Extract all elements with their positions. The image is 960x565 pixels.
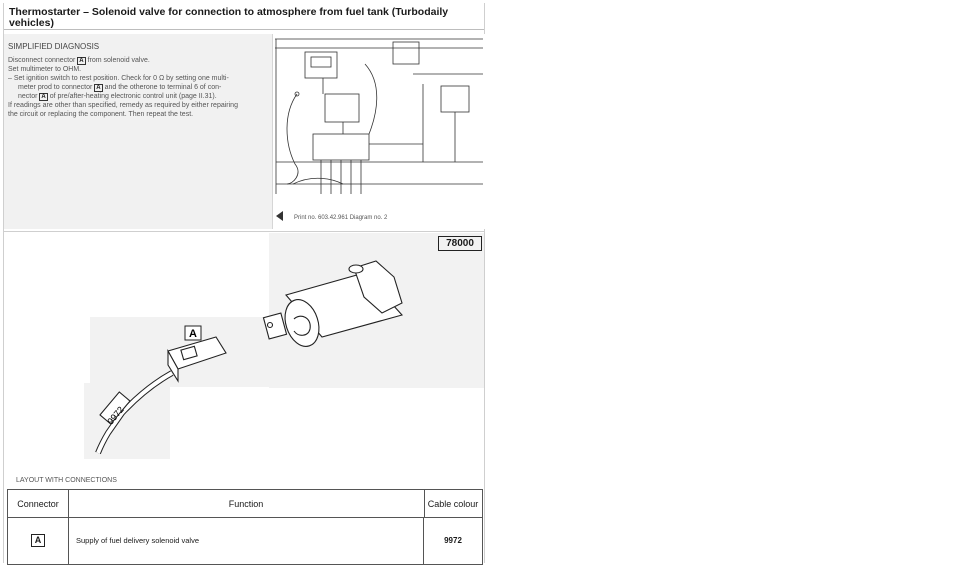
diagnosis-text: meter prod to connector bbox=[18, 84, 93, 91]
schematic-drawing bbox=[273, 34, 485, 229]
figure-code: 78000 bbox=[438, 236, 482, 251]
section-divider bbox=[4, 231, 484, 232]
prev-arrow-icon bbox=[276, 211, 283, 221]
print-reference: Print no. 603.42.961 Diagram no. 2 bbox=[294, 215, 388, 221]
col-header-cable-colour: Cable colour bbox=[427, 498, 479, 509]
diagnosis-panel bbox=[4, 34, 272, 229]
cable-tag: 9972 bbox=[105, 404, 126, 427]
diagnosis-step-2: Set multimeter to OHM. bbox=[8, 66, 82, 73]
diagnosis-text: of pre/after-heating electronic control unit (page II.31). bbox=[49, 93, 217, 100]
table-header-row bbox=[8, 490, 482, 518]
diagnosis-text: from solenoid valve. bbox=[87, 57, 150, 64]
connector-callout: A bbox=[189, 328, 197, 340]
connector-ref: A bbox=[96, 85, 101, 91]
page-title: Thermostarter – Solenoid valve for connection to atmosphere from fuel tank (Turbodaily vehicles) bbox=[4, 3, 484, 30]
diagnosis-heading: SIMPLIFIED DIAGNOSIS bbox=[8, 42, 100, 51]
diagnosis-text: Disconnect connector bbox=[8, 57, 76, 64]
col-header-connector: Connector bbox=[8, 490, 69, 517]
wiring-schematic bbox=[272, 34, 485, 229]
diagnosis-step-1 bbox=[8, 56, 268, 65]
diagnosis-step-5: the circuit or replacing the component. Then repeat the test. bbox=[8, 111, 194, 118]
diagnosis-step-3b bbox=[8, 83, 268, 92]
diagnosis-step-4: If readings are other than specified, remedy as required by either repairing bbox=[8, 102, 238, 109]
connector-ref: A bbox=[79, 58, 84, 64]
connector-id: A bbox=[31, 534, 46, 547]
diagnosis-text: nector bbox=[18, 93, 38, 100]
diagnosis-text: and the otherone to terminal 6 of con- bbox=[104, 84, 222, 91]
manual-page bbox=[3, 3, 485, 563]
cell-cable-colour: 9972 bbox=[444, 536, 462, 545]
diagnosis-step-3a: – Set ignition switch to rest position. Check for 0 Ω by setting one multi- bbox=[8, 75, 229, 82]
cell-connector bbox=[8, 517, 69, 564]
cell-function: Supply of fuel delivery solenoid valve bbox=[68, 517, 424, 564]
diagnosis-step-3c bbox=[8, 92, 268, 101]
connections-table bbox=[7, 489, 483, 565]
table-row bbox=[8, 517, 482, 564]
connector-ref: A bbox=[41, 94, 46, 100]
component-illustration bbox=[4, 233, 484, 473]
solenoid-valve-drawing bbox=[4, 233, 484, 473]
col-header-function: Function bbox=[68, 490, 425, 517]
layout-heading: LAYOUT WITH CONNECTIONS bbox=[16, 477, 117, 484]
